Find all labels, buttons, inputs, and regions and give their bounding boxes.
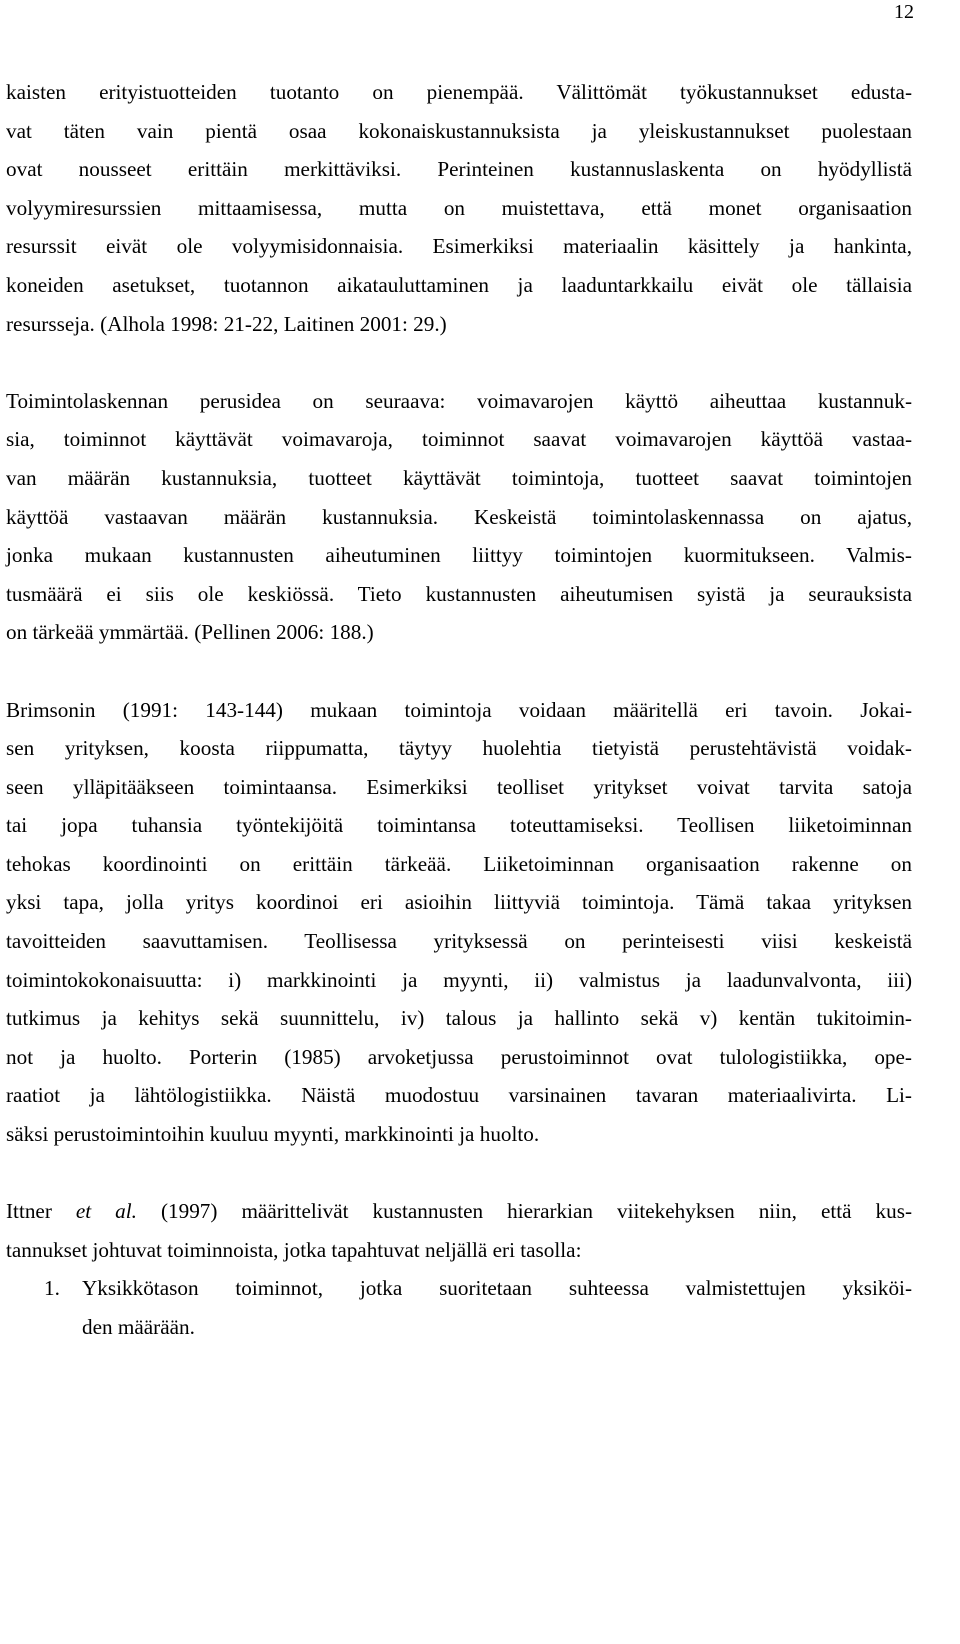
text-line: kaisten erityistuotteiden tuotanto on pienempää. Välittömät työkustannukset edusta- xyxy=(6,80,912,104)
paragraph-3 xyxy=(6,691,912,1154)
text-line: tavoitteiden saavuttamisen. Teollisessa yrityksessä on perinteisesti viisi keskeistä xyxy=(6,929,912,954)
text-line: sen yrityksen, koosta riippumatta, täytyy huolehtia tietyistä perustehtävistä voidak- xyxy=(6,736,912,761)
text-line: volyymiresurssien mittaamisessa, mutta on muistettava, että monet organisaation xyxy=(6,195,912,220)
list-item xyxy=(6,1269,912,1346)
text-line: toimintokokonaisuutta: i) markkinointi ja myynti, ii) valmistus ja laadunvalvonta, iii) xyxy=(6,967,912,992)
text-line xyxy=(6,1192,912,1231)
text-line: ovat nousseet erittäin merkittäviksi. Perinteinen kustannuslaskenta on hyödyllistä xyxy=(6,157,912,182)
text-fragment: (1997) määrittelivät kustannusten hierarkian viitekehyksen niin, että kus- xyxy=(160,1199,913,1224)
paragraph-4 xyxy=(6,1192,912,1269)
text-line: tehokas koordinointi on erittäin tärkeää. Liiketoiminnan organisaation rakenne on xyxy=(6,851,912,876)
text-line: not ja huolto. Porterin (1985) arvoketjussa perustoiminnot ovat tulologistiikka, ope- xyxy=(6,1044,912,1069)
list-number: 1. xyxy=(44,1276,60,1301)
text-line: tusmäärä ei siis ole keskiössä. Tieto kustannusten aiheutumisen syistä ja seurauksista xyxy=(6,581,912,606)
text-line: yksi tapa, jolla yritys koordinoi eri asioihin liittyviä toimintoja. Tämä takaa yrityksen xyxy=(6,890,912,915)
text-line: koneiden asetukset, tuotannon aikatauluttaminen ja laaduntarkkailu eivät ole tällaisia xyxy=(6,272,912,297)
text-line: resurssit eivät ole volyymisidonnaisia. Esimerkiksi materiaalin käsittely ja hankinta, xyxy=(6,234,912,259)
text-line: resursseja. (Alhola 1998: 21-22, Laitinen 2001: 29.) xyxy=(6,311,447,336)
author-name: Ittner xyxy=(6,1199,52,1224)
text-line: sia, toiminnot käyttävät voimavaroja, toiminnot saavat voimavarojen käyttöä vastaa- xyxy=(6,427,912,452)
text-line: tutkimus ja kehitys sekä suunnittelu, iv) talous ja hallinto sekä v) kentän tukitoimin- xyxy=(6,1006,912,1031)
text-line: van määrän kustannuksia, tuotteet käyttävät toimintoja, tuotteet saavat toimintojen xyxy=(6,465,912,490)
paragraph-2 xyxy=(6,382,912,652)
paragraph-1 xyxy=(6,73,912,343)
text-line: tannukset johtuvat toiminnoista, jotka tapahtuvat neljällä eri tasolla: xyxy=(6,1237,582,1262)
text-line: vat täten vain pientä osaa kokonaiskustannuksista ja yleiskustannukset puolestaan xyxy=(6,118,912,143)
text-line: säksi perustoimintoihin kuuluu myynti, markkinointi ja huolto. xyxy=(6,1122,540,1147)
text-line: tai jopa tuhansia työntekijöitä toimintansa toteuttamiseksi. Teollisen liiketoiminnan xyxy=(6,813,912,838)
et-al-italic: et al. xyxy=(75,1199,137,1224)
page-number: 12 xyxy=(894,1,914,23)
text-line: Yksikkötason toiminnot, jotka suoritetaan suhteessa valmistettujen yksiköi- xyxy=(82,1276,912,1301)
text-line: Brimsonin (1991: 143-144) mukaan toimintoja voidaan määritellä eri tavoin. Jokai- xyxy=(6,697,912,722)
text-line: den määrään. xyxy=(82,1315,195,1339)
text-line: käyttöä vastaavan määrän kustannuksia. Keskeistä toimintolaskennassa on ajatus, xyxy=(6,504,912,529)
list-item-text xyxy=(82,1269,912,1346)
text-line: Toimintolaskennan perusidea on seuraava: voimavarojen käyttö aiheuttaa kustannuk- xyxy=(6,388,912,413)
text-line: seen ylläpitääkseen toimintaansa. Esimerkiksi teolliset yritykset voivat tarvita satoja xyxy=(6,774,912,799)
text-line: raatiot ja lähtölogistiikka. Näistä muodostuu varsinainen tavaran materiaalivirta. Li- xyxy=(6,1083,912,1108)
text-line: on tärkeää ymmärtää. (Pellinen 2006: 188.) xyxy=(6,620,374,645)
text-line: jonka mukaan kustannusten aiheutuminen liittyy toimintojen kuormitukseen. Valmis- xyxy=(6,543,912,568)
document-body xyxy=(6,73,912,1347)
numbered-list xyxy=(6,1269,912,1346)
